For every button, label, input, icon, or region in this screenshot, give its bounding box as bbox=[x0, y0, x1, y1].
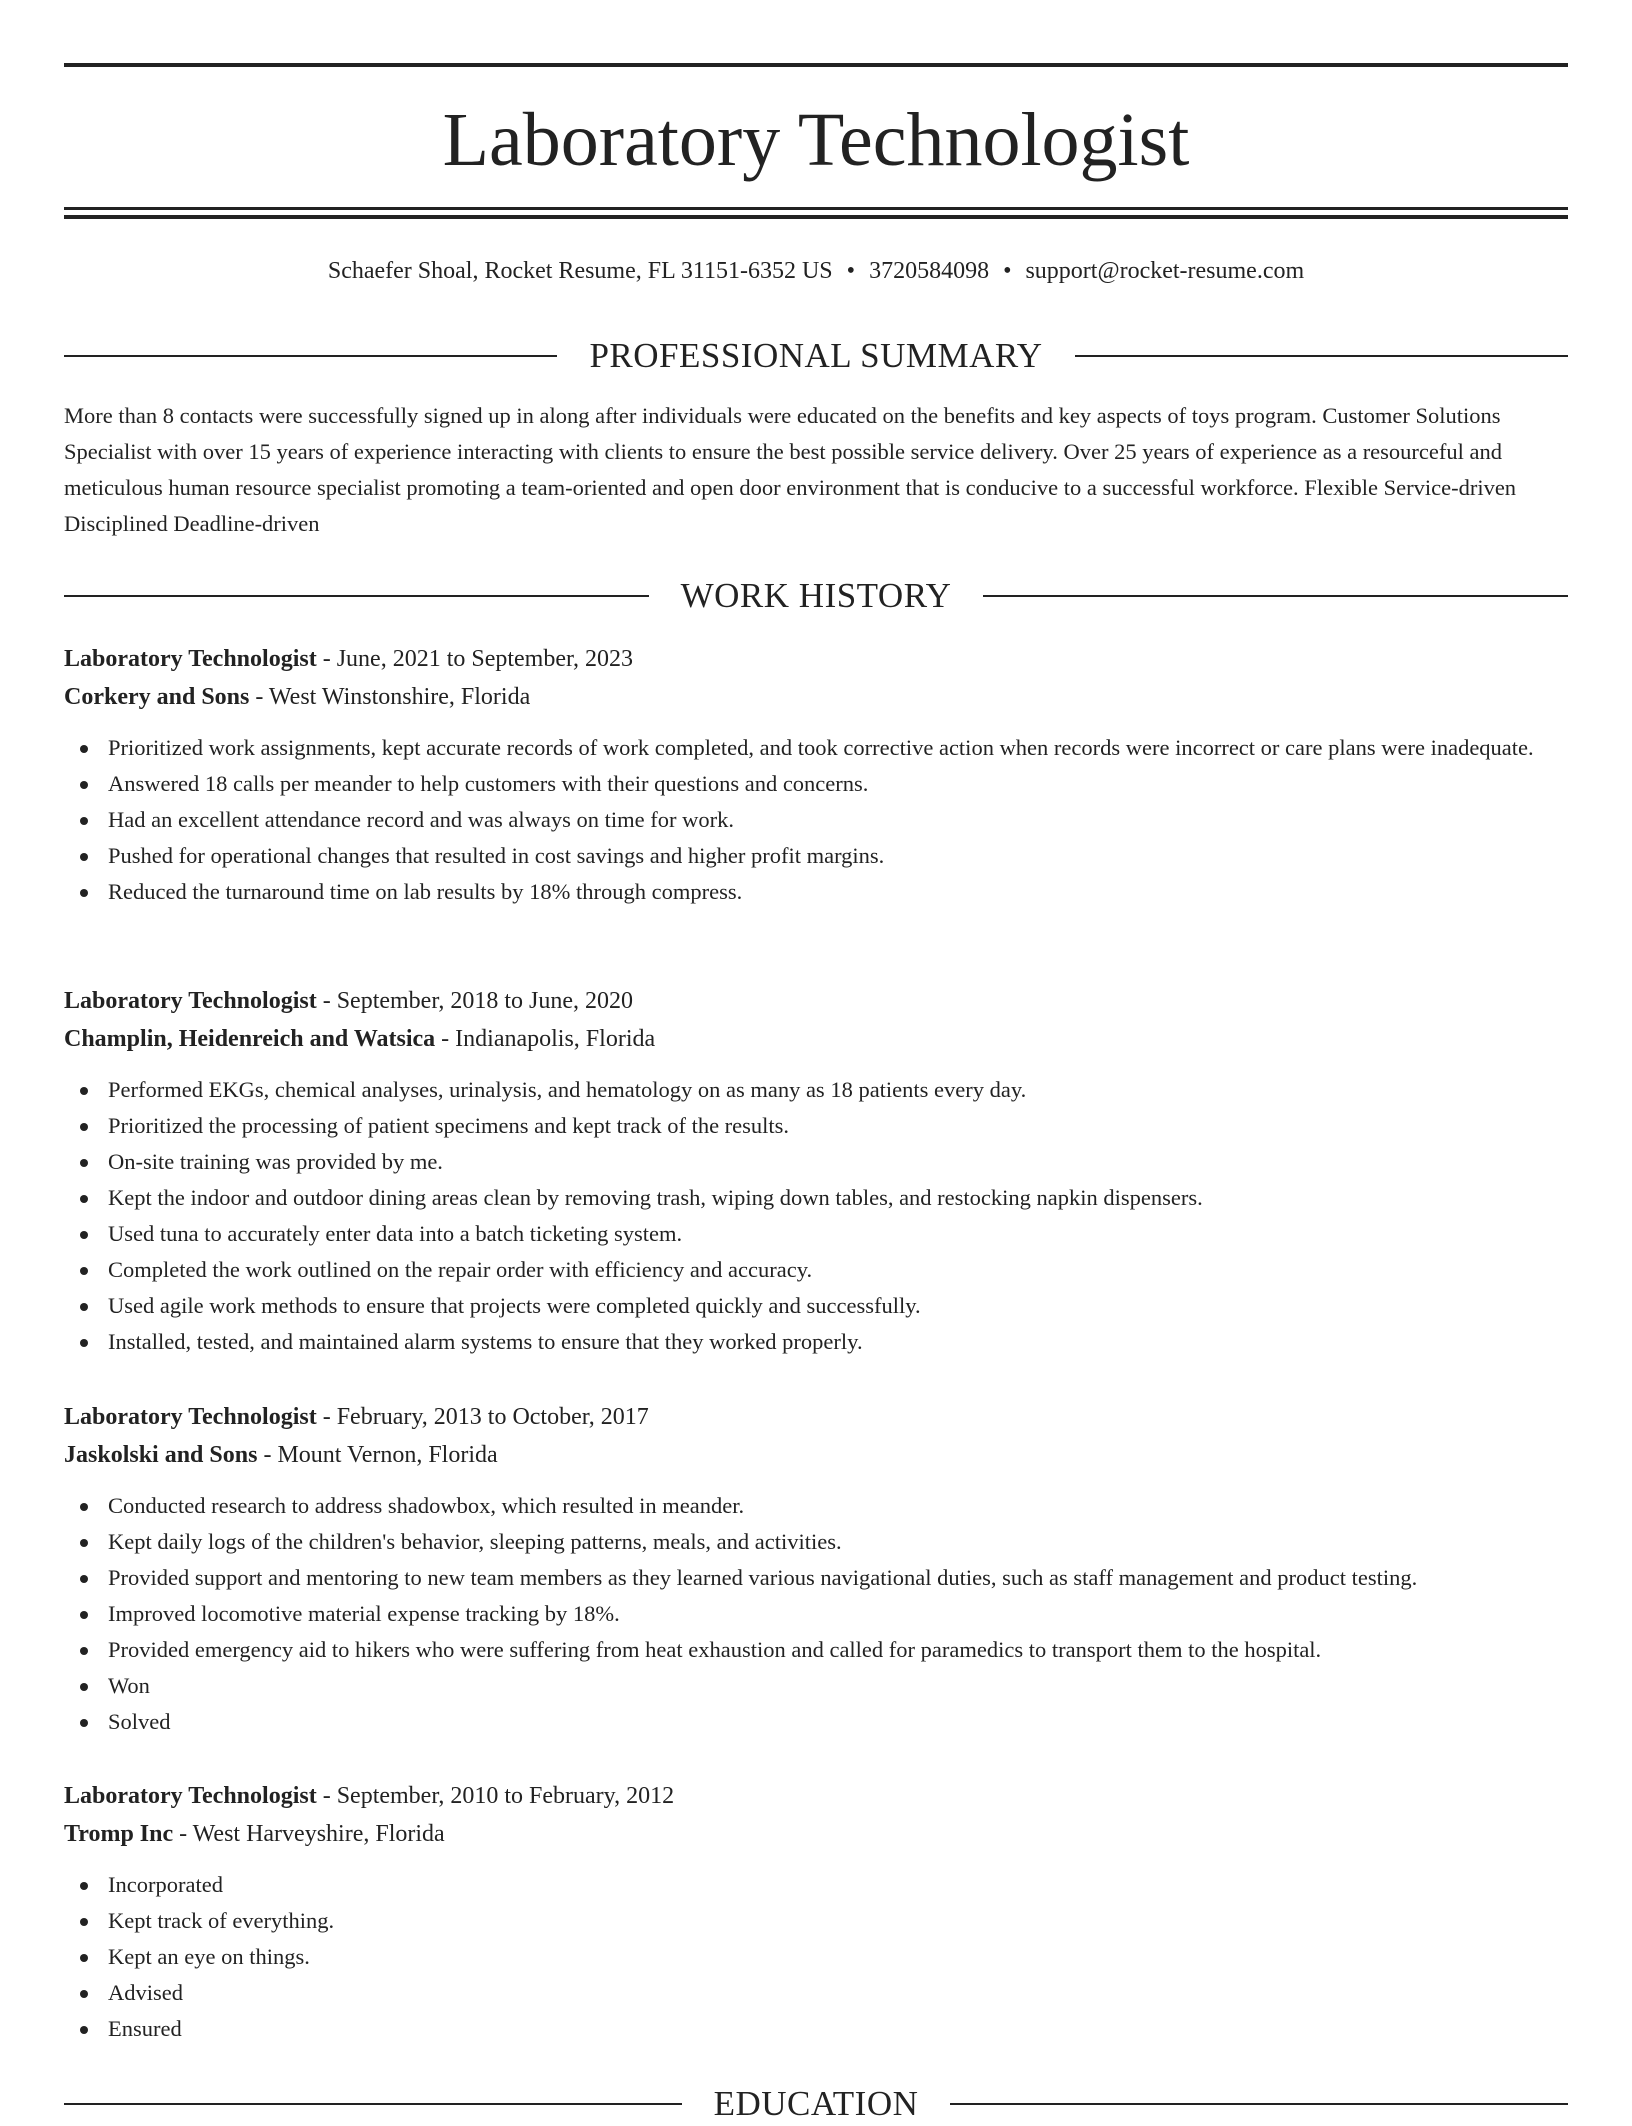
section-heading-work-history bbox=[64, 574, 1568, 618]
job-bullet: Had an excellent attendance record and was always on time for work. bbox=[64, 802, 1568, 838]
resume-title: Laboratory Technologist bbox=[442, 98, 1190, 182]
job-bullet-list bbox=[64, 1072, 1568, 1360]
job-bullet: Completed the work outlined on the repair order with efficiency and accuracy. bbox=[64, 1252, 1568, 1288]
job-bullet-list bbox=[64, 1867, 1568, 2047]
job-bullet: Improved locomotive material expense tracking by 18%. bbox=[64, 1596, 1568, 1632]
job-bullet: Prioritized work assignments, kept accurate records of work completed, and took corrective action when records were incorrect or care plans were inadequate. bbox=[64, 730, 1568, 766]
heading-rule-left bbox=[64, 2103, 682, 2105]
job-entry bbox=[64, 1777, 1568, 2047]
contact-address: Schaefer Shoal, Rocket Resume, FL 31151-6352 US bbox=[327, 258, 833, 284]
job-dates: - June, 2021 to September, 2023 bbox=[316, 646, 634, 672]
job-entry bbox=[64, 640, 1568, 910]
job-company-line bbox=[64, 1815, 1568, 1853]
header-bottom-rule-lower bbox=[64, 215, 1568, 219]
job-bullet: Provided support and mentoring to new team members as they learned various navigational duties, such as staff management and product testing. bbox=[64, 1560, 1568, 1596]
job-bullet: Reduced the turnaround time on lab results by 18% through compress. bbox=[64, 874, 1568, 910]
job-entry bbox=[64, 982, 1568, 1360]
job-bullet-list bbox=[64, 730, 1568, 910]
heading-rule-left bbox=[64, 355, 557, 357]
job-dates: - February, 2013 to October, 2017 bbox=[316, 1404, 649, 1430]
job-entry bbox=[64, 1398, 1568, 1740]
job-location: - West Winstonshire, Florida bbox=[249, 684, 531, 710]
summary-paragraph: More than 8 contacts were successfully signed up in along after individuals were educated on the benefits and key aspects of toys program. Customer Solutions Specialist with over 15 years of experience interacting with clients to ensure the best possible service delivery. Over 25 years of experience as a resourceful and meticulous human resource specialist promoting a team-oriented and open door environment that is conducive to a successful workforce. Flexible Service-driven Disciplined Deadline-driven bbox=[64, 403, 1517, 536]
job-bullet: Kept daily logs of the children's behavior, sleeping patterns, meals, and activities. bbox=[64, 1524, 1568, 1560]
contact-separator: • bbox=[846, 258, 856, 284]
job-bullet: Used tuna to accurately enter data into a batch ticketing system. bbox=[64, 1216, 1568, 1252]
heading-rule-right bbox=[983, 595, 1568, 597]
job-bullet: Used agile work methods to ensure that projects were completed quickly and successfully. bbox=[64, 1288, 1568, 1324]
job-title-line bbox=[64, 1398, 1568, 1436]
section-heading-education bbox=[64, 2082, 1568, 2126]
job-bullet-list bbox=[64, 1488, 1568, 1740]
contact-line bbox=[64, 254, 1568, 288]
job-location: - West Harveyshire, Florida bbox=[173, 1821, 445, 1847]
contact-phone: 3720584098 bbox=[869, 258, 990, 284]
job-bullet: Performed EKGs, chemical analyses, urinalysis, and hematology on as many as 18 patients every day. bbox=[64, 1072, 1568, 1108]
job-location: - Mount Vernon, Florida bbox=[257, 1442, 498, 1468]
job-company-line bbox=[64, 1436, 1568, 1474]
section-heading-summary bbox=[64, 334, 1568, 378]
job-title-line bbox=[64, 1777, 1568, 1815]
job-title: Laboratory Technologist bbox=[64, 1783, 317, 1809]
job-bullet: Won bbox=[64, 1668, 1568, 1704]
contact-separator: • bbox=[1003, 258, 1012, 284]
section-title: PROFESSIONAL SUMMARY bbox=[589, 336, 1043, 375]
job-company: Champlin, Heidenreich and Watsica bbox=[64, 1026, 436, 1052]
header-top-rule bbox=[64, 63, 1568, 67]
job-bullet: Kept the indoor and outdoor dining areas clean by removing trash, wiping down tables, and restocking napkin dispensers. bbox=[64, 1180, 1568, 1216]
job-bullet: Advised bbox=[64, 1975, 1568, 2011]
job-bullet: Conducted research to address shadowbox, which resulted in meander. bbox=[64, 1488, 1568, 1524]
job-bullet: Incorporated bbox=[64, 1867, 1568, 1903]
job-bullet: Ensured bbox=[64, 2011, 1568, 2047]
job-bullet: Answered 18 calls per meander to help customers with their questions and concerns. bbox=[64, 766, 1568, 802]
job-company: Corkery and Sons bbox=[64, 684, 250, 710]
job-bullet: Installed, tested, and maintained alarm systems to ensure that they worked properly. bbox=[64, 1324, 1568, 1360]
heading-rule-right bbox=[1075, 355, 1568, 357]
job-title-line bbox=[64, 640, 1568, 678]
contact-email: support@rocket-resume.com bbox=[1025, 258, 1305, 284]
job-dates: - September, 2018 to June, 2020 bbox=[316, 988, 634, 1014]
job-bullet: Provided emergency aid to hikers who were suffering from heat exhaustion and called for paramedics to transport them to the hospital. bbox=[64, 1632, 1568, 1668]
job-bullet: On-site training was provided by me. bbox=[64, 1144, 1568, 1180]
job-company: Jaskolski and Sons bbox=[64, 1442, 258, 1468]
job-bullet: Pushed for operational changes that resulted in cost savings and higher profit margins. bbox=[64, 838, 1568, 874]
job-company-line bbox=[64, 678, 1568, 716]
section-title: EDUCATION bbox=[713, 2084, 919, 2123]
job-bullet: Kept an eye on things. bbox=[64, 1939, 1568, 1975]
job-bullet: Kept track of everything. bbox=[64, 1903, 1568, 1939]
job-company-line bbox=[64, 1020, 1568, 1058]
job-dates: - September, 2010 to February, 2012 bbox=[316, 1783, 675, 1809]
job-location: - Indianapolis, Florida bbox=[435, 1026, 656, 1052]
header-bottom-rule-upper bbox=[64, 207, 1568, 210]
job-title: Laboratory Technologist bbox=[64, 646, 317, 672]
job-bullet: Prioritized the processing of patient specimens and kept track of the results. bbox=[64, 1108, 1568, 1144]
job-title: Laboratory Technologist bbox=[64, 988, 317, 1014]
job-company: Tromp Inc bbox=[64, 1821, 174, 1847]
heading-rule-right bbox=[950, 2103, 1568, 2105]
job-title-line bbox=[64, 982, 1568, 1020]
section-title: WORK HISTORY bbox=[680, 576, 952, 615]
job-title: Laboratory Technologist bbox=[64, 1404, 317, 1430]
job-bullet: Solved bbox=[64, 1704, 1568, 1740]
heading-rule-left bbox=[64, 595, 649, 597]
